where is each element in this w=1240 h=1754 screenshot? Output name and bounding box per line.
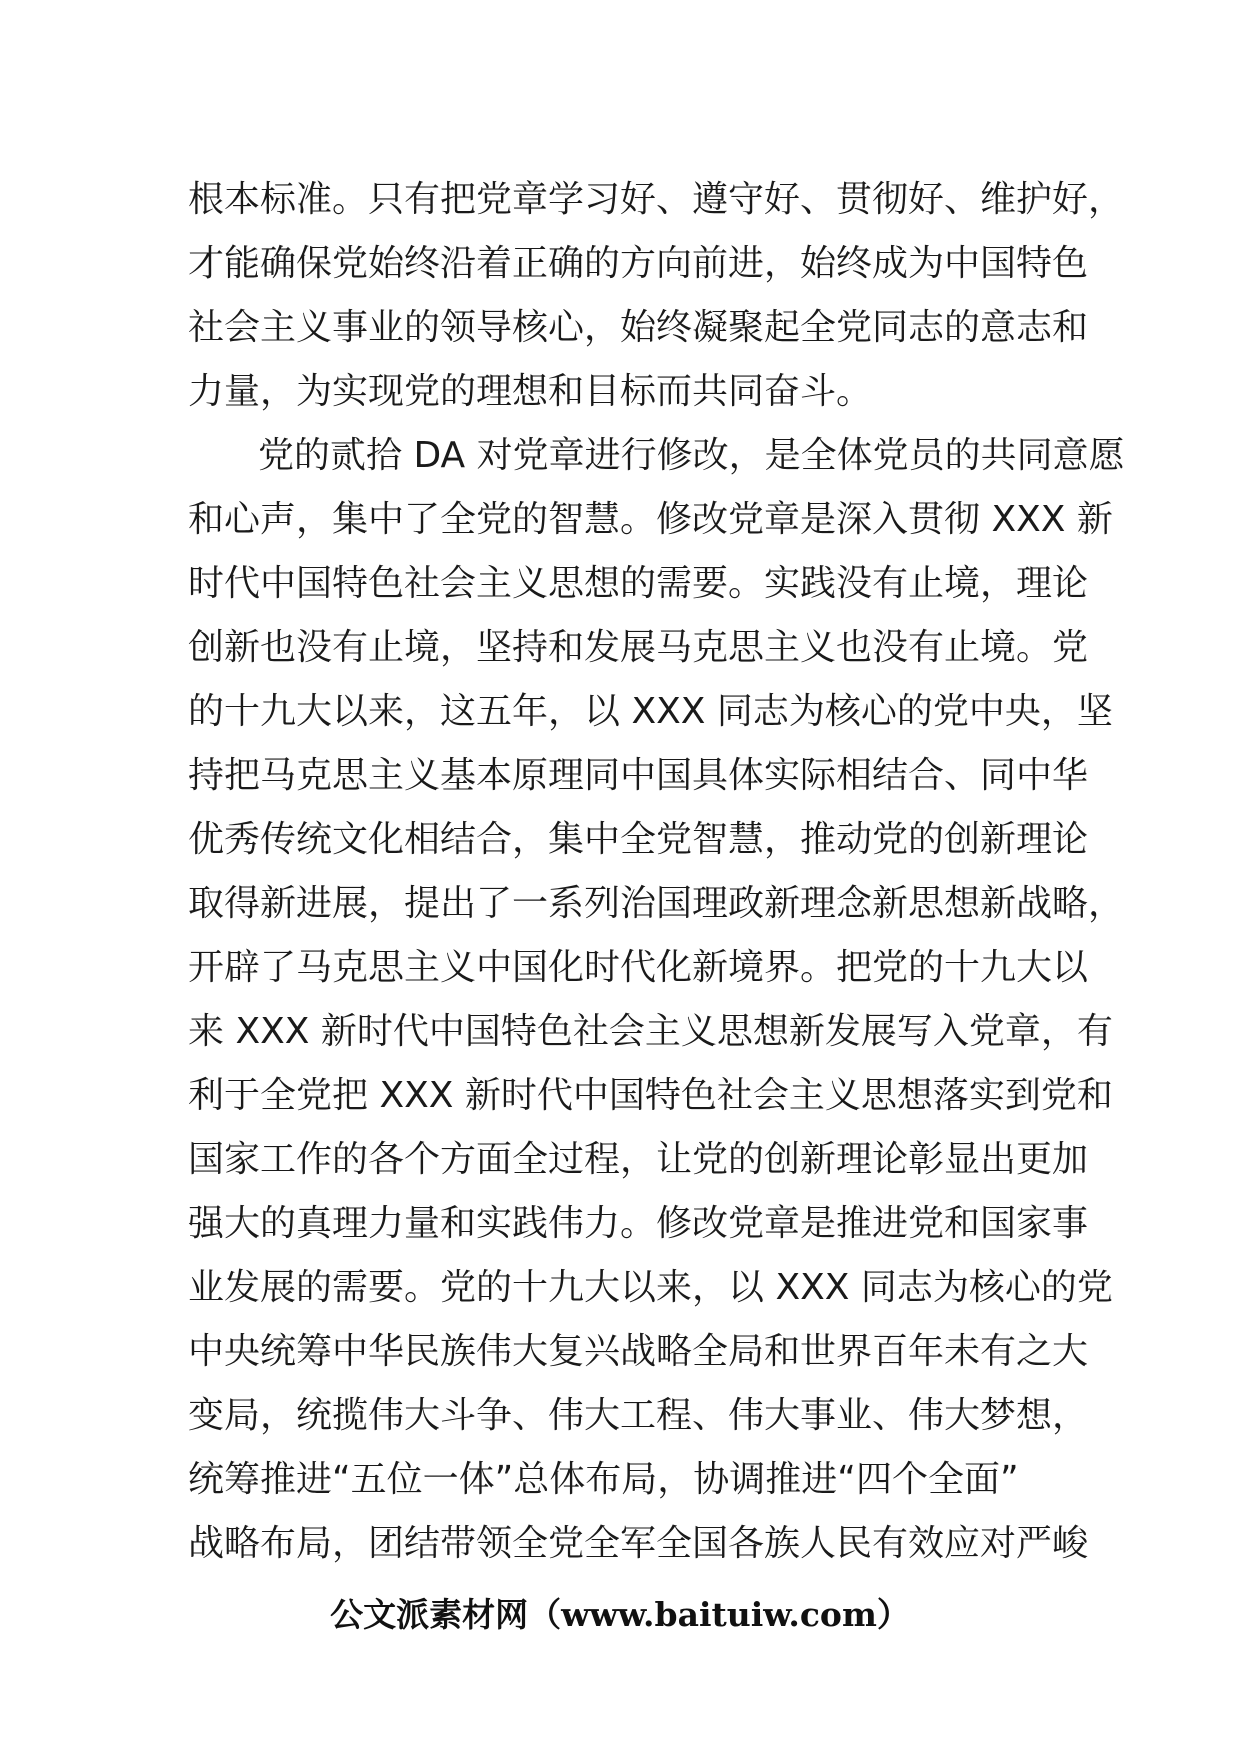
text-line: 业发展的需要。党的十九大以来，以 XXX 同志为核心的党 — [188, 1267, 1113, 1308]
text-line: 创新也没有止境，坚持和发展马克思主义也没有止境。党 — [188, 627, 1089, 668]
text-line: 优秀传统文化相结合，集中全党智慧，推动党的创新理论 — [188, 819, 1089, 860]
text-line: 时代中国特色社会主义思想的需要。实践没有止境，理论 — [188, 563, 1089, 604]
text-line: 统筹推进“五位一体”总体布局，协调推进“四个全面” — [188, 1459, 1019, 1500]
text-line: 变局，统揽伟大斗争、伟大工程、伟大事业、伟大梦想， — [188, 1395, 1089, 1436]
text-line: 持把马克思主义基本原理同中国具体实际相结合、同中华 — [188, 755, 1089, 796]
text-line: 中央统筹中华民族伟大复兴战略全局和世界百年未有之大 — [188, 1331, 1089, 1372]
paragraph-first-line: 党的贰拾 DA 对党章进行修改，是全体党员的共同意愿 — [258, 435, 1125, 476]
text-line: 战略布局，团结带领全党全军全国各族人民有效应对严峻 — [188, 1523, 1089, 1564]
text-line: 社会主义事业的领导核心，始终凝聚起全党同志的意志和 — [188, 307, 1089, 348]
text-line: 国家工作的各个方面全过程，让党的创新理论彰显出更加 — [188, 1139, 1089, 1180]
text-line: 力量，为实现党的理想和目标而共同奋斗。 — [188, 371, 873, 412]
text-line: 根本标准。只有把党章学习好、遵守好、贯彻好、维护好， — [188, 179, 1125, 220]
text-line: 开辟了马克思主义中国化时代化新境界。把党的十九大以 — [188, 947, 1089, 988]
text-line: 的十九大以来，这五年，以 XXX 同志为核心的党中央，坚 — [188, 691, 1113, 732]
text-line: 强大的真理力量和实践伟力。修改党章是推进党和国家事 — [188, 1203, 1089, 1244]
text-line: 来 XXX 新时代中国特色社会主义思想新发展写入党章，有 — [188, 1011, 1113, 1052]
document-body — [188, 168, 1125, 1576]
text-line: 才能确保党始终沿着正确的方向前进，始终成为中国特色 — [188, 243, 1089, 284]
text-line: 取得新进展，提出了一系列治国理政新理念新思想新战略， — [188, 883, 1125, 924]
page-footer-watermark: 公文派素材网（www.baituiw.com） — [330, 1595, 910, 1634]
text-line: 利于全党把 XXX 新时代中国特色社会主义思想落实到党和 — [188, 1075, 1113, 1116]
text-line: 和心声，集中了全党的智慧。修改党章是深入贯彻 XXX 新 — [188, 499, 1113, 540]
